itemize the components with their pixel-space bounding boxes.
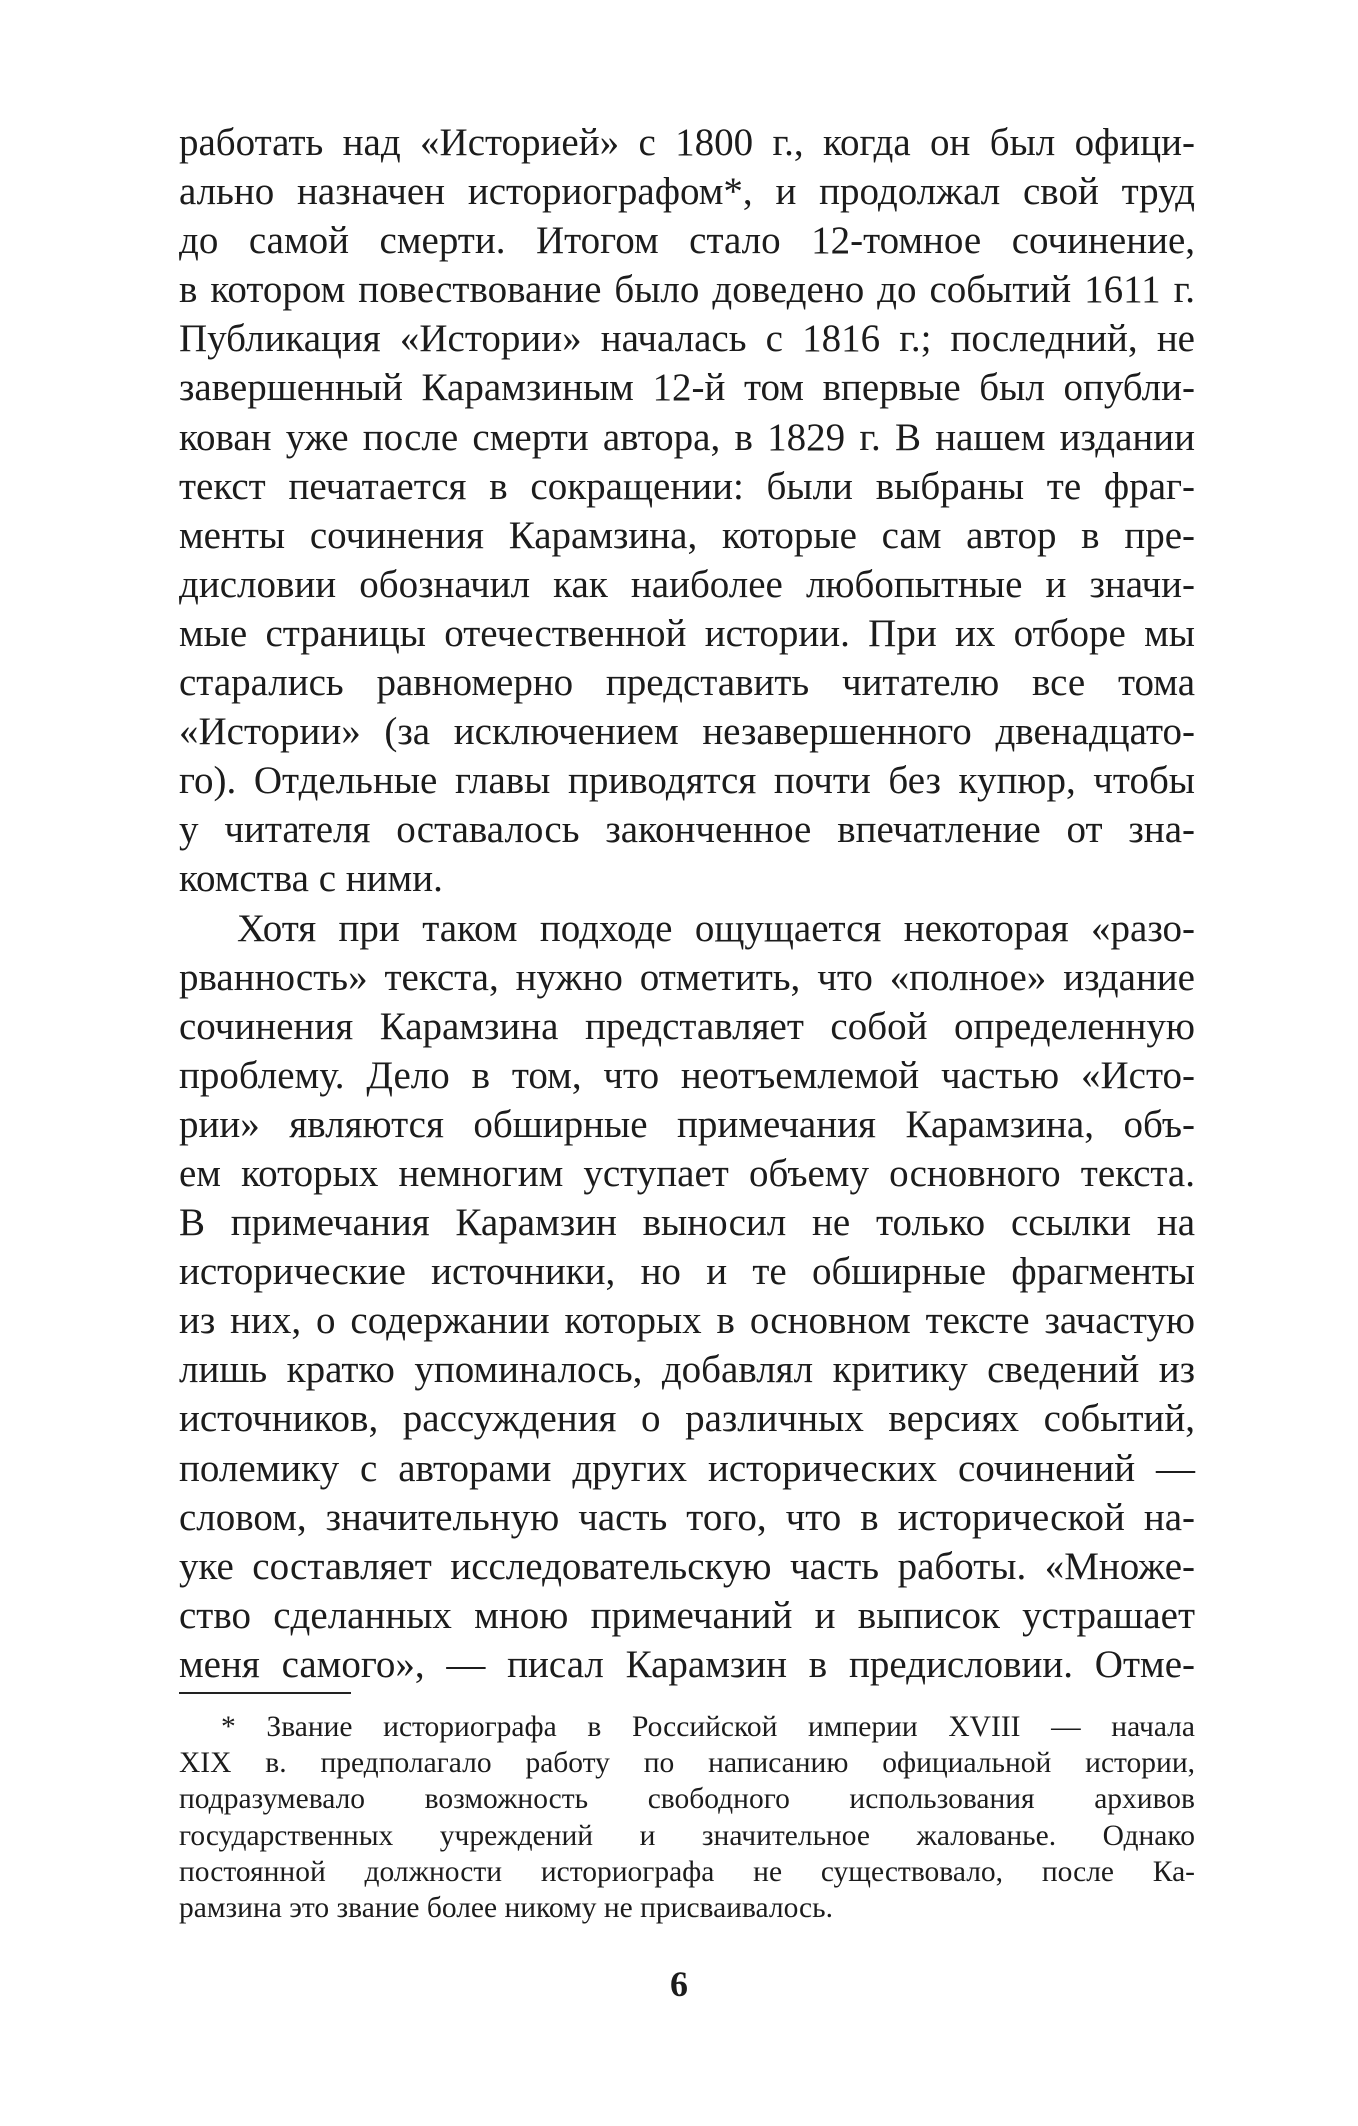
- text-line: до самой смерти. Итогом стало 12-томное сочинение,: [179, 219, 1195, 263]
- paragraph: [179, 904, 1195, 1690]
- footnote-line: XIX в. предполагало работу по написанию официальной истории,: [179, 1747, 1195, 1780]
- paragraph: [179, 118, 1195, 904]
- text-line: проблему. Дело в том, что неотъемлемой частью «Исто-: [179, 1053, 1195, 1097]
- footnote-divider: [179, 1692, 351, 1694]
- text-line: дисловии обозначил как наиболее любопытные и значи-: [179, 562, 1195, 606]
- footnote-line: * Звание историографа в Российской империи XVIII — начала: [221, 1711, 1195, 1743]
- page-number: 6: [670, 1964, 688, 2004]
- text-line: старались равномерно представить читателю все тома: [179, 661, 1195, 705]
- text-line: ально назначен историографом*, и продолжал свой труд: [179, 170, 1195, 214]
- footnote: [179, 1709, 1195, 1926]
- text-line: у читателя оставалось законченное впечатление от зна-: [179, 808, 1195, 852]
- text-line: кован уже после смерти автора, в 1829 г. В нашем издании: [179, 415, 1195, 459]
- text-line: словом, значительную часть того, что в исторической на-: [179, 1495, 1195, 1539]
- text-line: ство сделанных мною примечаний и выписок устрашает: [179, 1593, 1195, 1637]
- text-line: полемику с авторами других исторических сочинений —: [179, 1446, 1195, 1490]
- text-line: В примечания Карамзин выносил не только ссылки на: [179, 1201, 1195, 1245]
- text-line: «Истории» (за исключением незавершенного двенадцато-: [179, 710, 1195, 754]
- text-line: го). Отдельные главы приводятся почти без купюр, чтобы: [179, 759, 1195, 803]
- text-line: исторические источники, но и те обширные фрагменты: [179, 1250, 1195, 1294]
- text-line: меня самого», — писал Карамзин в предисловии. Отме-: [179, 1642, 1195, 1686]
- text-line: комства с ними.: [179, 857, 443, 901]
- main-text: [179, 118, 1195, 1689]
- text-line: лишь кратко упоминалось, добавлял критику сведений из: [179, 1348, 1195, 1392]
- footnote-line: государственных учреждений и значительное жалованье. Однако: [179, 1819, 1195, 1852]
- text-line: Публикация «Истории» началась с 1816 г.; последний, не: [179, 317, 1195, 361]
- text-line: из них, о содержании которых в основном тексте зачастую: [179, 1299, 1195, 1343]
- footnote-line: постоянной должности историографа не существовало, после Ка-: [179, 1855, 1195, 1888]
- text-line: рванность» текста, нужно отметить, что «полное» издание: [179, 955, 1195, 999]
- text-line: в котором повествование было доведено до событий 1611 г.: [179, 268, 1195, 312]
- text-line: мые страницы отечественной истории. При их отборе мы: [179, 611, 1195, 655]
- text-line: работать над «Историей» с 1800 г., когда он был офици-: [179, 121, 1195, 164]
- text-line: сочинения Карамзина представляет собой определенную: [179, 1004, 1195, 1048]
- text-line: текст печатается в сокращении: были выбраны те фраг-: [179, 464, 1195, 508]
- text-line: менты сочинения Карамзина, которые сам автор в пре-: [179, 513, 1195, 557]
- text-line: рии» являются обширные примечания Карамзина, объ-: [179, 1102, 1195, 1146]
- footnote-line: подразумевало возможность свободного использования архивов: [179, 1783, 1195, 1816]
- text-line: уке составляет исследовательскую часть работы. «Множе-: [179, 1544, 1195, 1588]
- footnote-line: рамзина это звание более никому не присваивалось.: [179, 1892, 833, 1925]
- text-line: ем которых немногим уступает объему основного текста.: [179, 1151, 1195, 1195]
- text-line: Хотя при таком подходе ощущается некоторая «разо-: [237, 906, 1195, 950]
- text-line: источников, рассуждения о различных версиях событий,: [179, 1397, 1195, 1441]
- text-line: завершенный Карамзиным 12-й том впервые был опубли-: [179, 366, 1195, 410]
